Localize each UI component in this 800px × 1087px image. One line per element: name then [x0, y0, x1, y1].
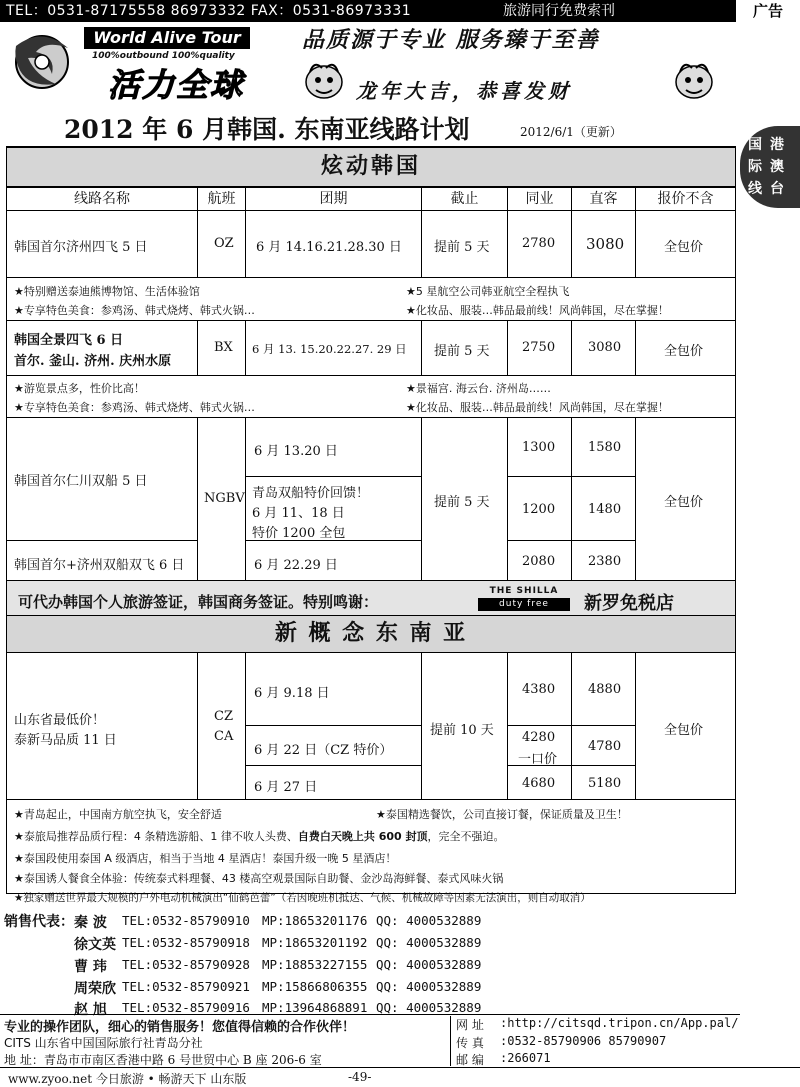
header-route: 线路名称 — [6, 187, 198, 211]
fixed-price-label: 一口价 — [518, 752, 558, 767]
header-dates: 团期 — [245, 187, 422, 211]
header-deadline: 截止 — [421, 187, 508, 211]
header-price: 报价不含 — [635, 187, 736, 211]
shilla-logo — [478, 586, 570, 612]
side-tab-char: 港 — [770, 137, 784, 153]
deadline: 提前 5 天 — [434, 344, 490, 359]
route-name: 韩国首尔仁川双船 5 日 — [14, 474, 148, 489]
side-tab — [740, 126, 800, 208]
shilla-logo-bottom: duty free — [478, 598, 570, 611]
special-offer: 青岛双船特价回馈！ — [252, 486, 370, 501]
rep-tel: TEL:0532-85790916 — [122, 1000, 250, 1015]
side-tab-char: 际 — [748, 159, 762, 175]
tour-dates: 6 月 27 日 — [254, 780, 318, 795]
footer-motto: 专业的操作团队，细心的销售服务！您值得信赖的合作伙伴！ — [4, 1020, 356, 1035]
flight-code: BX — [214, 340, 233, 355]
side-tab-char: 国 — [748, 137, 762, 153]
header-retail: 直客 — [571, 187, 636, 211]
footer-fax: :0532-85790906 85790907 — [500, 1034, 667, 1048]
tour-dates: 6 月 13. 15.20.22.27. 29 日 — [252, 342, 407, 356]
route-name: 泰新马品质 11 日 — [14, 733, 117, 748]
site-banner: www.zyoo.net 今日旅游 • 畅游天下 山东版 — [8, 1072, 247, 1086]
ad-label: 广告 — [734, 0, 800, 22]
feature-note-part: ★泰旅局推荐品质行程：4 条精选游船、1 律不收人头费、 — [14, 830, 298, 843]
feature-note: ★专享特色美食：参鸡汤、韩式烧烤、韩式火锅… — [14, 401, 255, 414]
price-type: 全包价 — [664, 240, 704, 255]
retail-price: 2380 — [588, 554, 622, 569]
feature-note: ★景福宫. 海云台. 济州岛…… — [406, 382, 551, 395]
rep-name: 赵 旭 — [74, 1002, 107, 1018]
header-flight: 航班 — [197, 187, 246, 211]
visa-note: 可代办韩国个人旅游签证，韩国商务签证。特别鸣谢： — [18, 593, 379, 611]
rep-qq: QQ: 4000532889 — [376, 979, 482, 994]
route-name: 韩国首尔济州四飞 5 日 — [14, 240, 148, 255]
trade-price: 1300 — [522, 440, 556, 455]
brand-name-cn: 活力全球 — [108, 66, 245, 104]
feature-note: ★专享特色美食：参鸡汤、韩式烧烤、韩式火锅… — [14, 304, 255, 317]
rep-tel: TEL:0532-85790918 — [122, 935, 250, 950]
side-tab-char: 澳 — [770, 159, 784, 175]
footer-company: CITS 山东省中国国际旅行社青岛分社 — [4, 1036, 203, 1050]
rep-qq: QQ: 4000532889 — [376, 1000, 482, 1015]
rep-qq: QQ: 4000532889 — [376, 935, 482, 950]
route-name: 韩国全景四飞 6 日 — [14, 333, 124, 348]
flight-code: NGBV — [204, 491, 245, 506]
feature-note — [14, 828, 504, 844]
footer-post: :266071 — [500, 1051, 551, 1065]
sales-label: 销售代表： — [4, 914, 74, 930]
retail-price: 1480 — [588, 502, 622, 517]
trade-price: 4280 — [522, 730, 556, 745]
brand-name-en: World Alive Tour — [84, 27, 250, 49]
trade-price: 1200 — [522, 502, 556, 517]
rep-qq: QQ: 4000532889 — [376, 957, 482, 972]
free-catalog-note: 旅游同行免费索刊 — [503, 3, 615, 19]
tour-dates: 6 月 22.29 日 — [254, 558, 338, 573]
rep-name: 曹 玮 — [74, 959, 107, 975]
rep-tel: TEL:0532-85790928 — [122, 957, 250, 972]
korea-section-title: 炫动韩国 — [6, 147, 736, 187]
rep-mobile: MP:18653201176 — [262, 913, 368, 928]
rep-qq: QQ: 4000532889 — [376, 913, 482, 928]
promo-label: 山东省最低价！ — [14, 713, 106, 728]
tour-dates: 6 月 14.16.21.28.30 日 — [256, 240, 402, 255]
rep-mobile: MP:15866806355 — [262, 979, 368, 994]
page-title: 2012 年 6 月韩国. 东南亚线路计划 — [64, 115, 470, 144]
feature-note: ★5 星航空公司韩亚航空全程执飞 — [406, 285, 570, 298]
rep-mobile: MP:13964868891 — [262, 1000, 368, 1015]
footer-address: 地 址：青岛市市南区香港中路 6 号世贸中心 B 座 206-6 室 — [4, 1053, 322, 1067]
rep-name: 周荣欣 — [74, 981, 116, 997]
rep-tel: TEL:0532-85790921 — [122, 979, 250, 994]
swirl-logo-icon — [6, 26, 78, 96]
header-trade: 同业 — [507, 187, 572, 211]
retail-price: 3080 — [586, 235, 625, 253]
feature-note: ★化妆品、服装…韩品最前线！风尚韩国，尽在掌握！ — [406, 304, 669, 317]
deadline: 提前 5 天 — [434, 495, 490, 510]
flight-code: CA — [214, 729, 234, 744]
feature-note: ★化妆品、服装…韩品最前线！风尚韩国，尽在掌握！ — [406, 401, 669, 414]
deadline: 提前 5 天 — [434, 240, 490, 255]
retail-price: 1580 — [588, 440, 622, 455]
price-type: 全包价 — [664, 723, 704, 738]
route-name: 韩国首尔+济州双船双飞 6 日 — [14, 558, 185, 573]
feature-note-highlight: 自费白天晚上共 600 封顶 — [297, 830, 428, 843]
top-bar — [0, 0, 800, 22]
feature-note-part: ，完全不强迫。 — [427, 830, 505, 843]
dragon-icon — [300, 58, 348, 102]
tour-dates: 6 月 11、18 日 — [252, 506, 345, 521]
brand-sub: 100%outbound 100%quality — [92, 51, 235, 61]
trade-price: 4380 — [522, 682, 556, 697]
divider — [0, 1014, 740, 1015]
rep-mobile: MP:18653201192 — [262, 935, 368, 950]
title-date: 2012/6/1（更新） — [520, 125, 622, 139]
side-tab-char: 线 — [748, 181, 762, 197]
dragon-icon — [670, 58, 718, 102]
tour-dates: 6 月 22 日（CZ 特价） — [254, 743, 393, 758]
tour-dates: 6 月 9.18 日 — [254, 686, 330, 701]
footer-web-label: 网 址 — [456, 1018, 484, 1032]
rep-name: 徐文英 — [74, 937, 116, 953]
feature-note: ★泰国段使用泰国 A 级酒店，相当于当地 4 星酒店！泰国升级一晚 5 星酒店！ — [14, 852, 397, 865]
flight-code: CZ — [214, 709, 233, 724]
feature-note: ★独家赠送世界最大规模的户外电动机械演出“仙鹤芭蕾”（若因晚班机抵达、气候、机械故障等因素无法演出，则自动取消） — [14, 892, 591, 904]
side-tab-char: 台 — [770, 181, 784, 197]
feature-note: ★泰国诱人餐食全体验：传统泰式料理餐、43 楼高空观景国际自助餐、金沙岛海鲜餐、泰式风味火锅 — [14, 872, 504, 885]
route-stops: 首尔. 釜山. 济州. 庆州水原 — [14, 354, 172, 369]
special-price: 特价 1200 全包 — [252, 526, 346, 541]
feature-note: ★游览景点多，性价比高！ — [14, 382, 145, 395]
greeting: 龙年大吉，恭喜发财 — [356, 79, 572, 103]
divider — [450, 1016, 451, 1066]
deadline: 提前 10 天 — [430, 723, 494, 738]
tour-dates: 6 月 13.20 日 — [254, 444, 338, 459]
trade-price: 2780 — [522, 236, 556, 251]
shilla-logo-top: THE SHILLA — [489, 586, 559, 596]
retail-price: 4780 — [588, 739, 622, 754]
feature-note: ★青岛起止，中国南方航空执飞，安全舒适 — [14, 808, 222, 821]
rep-mobile: MP:18853227155 — [262, 957, 368, 972]
page-number: -49- — [348, 1070, 372, 1084]
feature-note: ★特别赠送泰迪熊博物馆、生活体验馆 — [14, 285, 200, 298]
divider — [0, 1067, 800, 1068]
rep-tel: TEL:0532-85790910 — [122, 913, 250, 928]
footer-post-label: 邮 编 — [456, 1053, 484, 1067]
feature-note: ★泰国精选餐饮，公司直接订餐，保证质量及卫生！ — [376, 808, 628, 821]
top-contact: TEL：0531-87175558 86973332 FAX：0531-86973331 — [6, 3, 412, 19]
footer-fax-label: 传 真 — [456, 1036, 484, 1050]
trade-price: 2750 — [522, 340, 556, 355]
price-type: 全包价 — [664, 495, 704, 510]
flight-code: OZ — [214, 236, 234, 251]
rep-name: 秦 波 — [74, 915, 107, 931]
price-type: 全包价 — [664, 344, 704, 359]
retail-price: 3080 — [588, 340, 622, 355]
footer-web: :http://citsqd.tripon.cn/App.pal/ — [500, 1016, 739, 1030]
trade-price: 4680 — [522, 776, 556, 791]
slogan: 品质源于专业 服务臻于至善 — [302, 28, 600, 53]
retail-price: 5180 — [588, 776, 622, 791]
retail-price: 4880 — [588, 682, 622, 697]
sea-section-title: 新 概 念 东 南 亚 — [6, 615, 736, 653]
trade-price: 2080 — [522, 554, 556, 569]
shilla-name: 新罗免税店 — [584, 593, 674, 614]
